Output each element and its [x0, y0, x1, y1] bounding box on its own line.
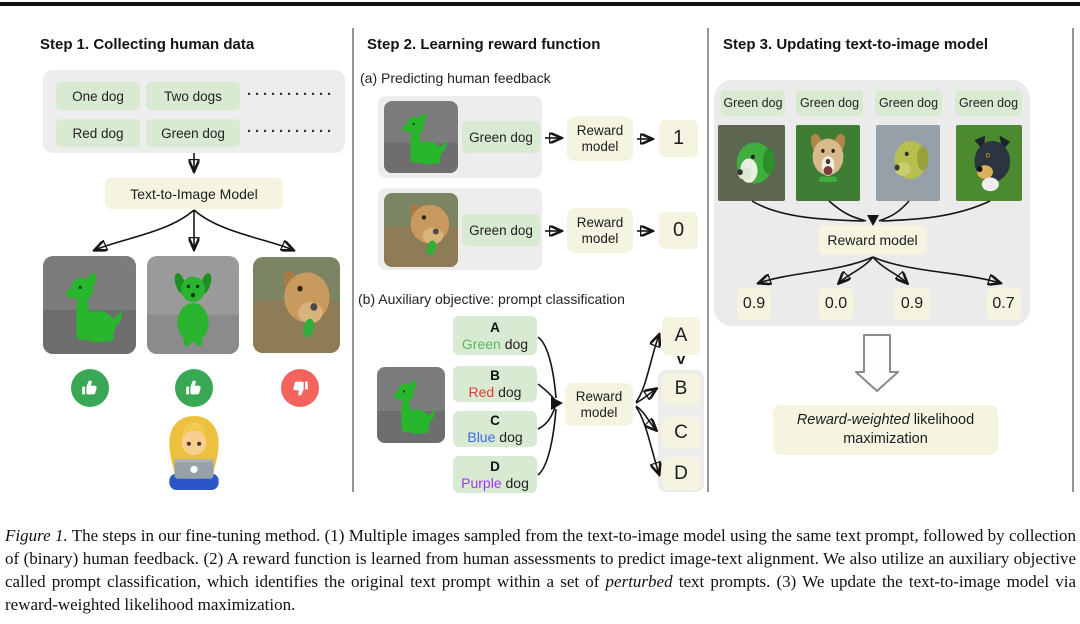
reward-value-box: 0.0: [818, 288, 854, 320]
arrow-to-output-c: [636, 406, 656, 430]
option-text: [467, 429, 522, 445]
thumbs-up-icon: [71, 369, 109, 407]
thumbs-down-icon: [281, 369, 319, 407]
thumb-glyph: [79, 377, 101, 399]
reward-value-box: 0.9: [737, 288, 771, 320]
final-objective-text: [783, 411, 988, 449]
option-colored-word: Blue: [467, 429, 496, 445]
dog-illustration: [796, 125, 860, 201]
option-rest: dog: [494, 384, 522, 400]
classification-output-d: D: [662, 457, 700, 490]
human-annotator-emoji: [161, 414, 227, 490]
option-letter: A: [490, 319, 500, 335]
arrow-option-d-converge: [538, 409, 556, 475]
reward-model-box: [565, 383, 633, 426]
converge-arrowhead: [551, 397, 563, 410]
batch-image-tan-white-dog: [796, 125, 860, 201]
top-rule: [0, 2, 1080, 6]
reward-model-line2: model: [580, 404, 618, 420]
option-box-a: [453, 316, 537, 355]
step2a-heading: (a) Predicting human feedback: [360, 70, 551, 86]
reward-model-line1: Reward: [576, 122, 624, 138]
panel-divider-1: [352, 28, 354, 492]
reward-value-box: 0.7: [986, 288, 1021, 320]
final-objective-rest: likelihood maximization: [843, 412, 975, 447]
caption-figure-label: Figure 1.: [5, 526, 68, 545]
ellipsis-dots: ···········: [247, 86, 335, 103]
dog-illustration: [384, 101, 458, 173]
arrow-option-b-converge: [538, 384, 555, 400]
reward-model-box: Reward model: [818, 225, 927, 255]
option-colored-word: Green: [461, 335, 501, 352]
figure-caption: [5, 524, 1076, 616]
prompt-pill: Green dog: [721, 90, 785, 116]
arrow-model-to-image3: [194, 210, 293, 250]
reward-value-box: 0.9: [894, 288, 930, 320]
generated-dog-image-green-standing: [147, 256, 239, 354]
arrow-to-output-a: [636, 335, 659, 402]
reward-model-box: [567, 116, 633, 161]
classification-output-c: C: [662, 417, 700, 449]
prompt-pill-one-dog: One dog: [56, 82, 140, 110]
hollow-arrow-glyph: [849, 334, 905, 394]
preference-symbol: v: [676, 351, 686, 368]
final-objective-box: [773, 405, 998, 455]
generated-dog-image-tan: [253, 257, 340, 353]
prompt-pill: Green dog: [462, 214, 540, 246]
prompt-pill-green-dog: Green dog: [146, 119, 240, 147]
dog-illustration: [147, 256, 239, 354]
step1-title: Step 1. Collecting human data: [40, 36, 255, 53]
thumbs-up-icon: [175, 369, 213, 407]
arrow-option-c-converge: [538, 407, 555, 429]
option-rest: dog: [495, 429, 523, 445]
reward-output-box: 0: [659, 212, 698, 249]
dog-illustration: [253, 257, 340, 353]
option-text: [469, 384, 522, 400]
option-text: [461, 475, 529, 491]
batch-image-yellow-green-dog: [876, 125, 940, 201]
reward-model-line1: Reward: [576, 214, 624, 230]
option-box-c: [453, 411, 537, 447]
prompt-pill: Green dog: [875, 90, 942, 116]
arrow-model-to-image1: [95, 210, 194, 250]
dog-illustration: [43, 256, 136, 354]
final-objective-italic: Reward-weighted: [796, 412, 910, 428]
sample-image-green-dog: [377, 367, 445, 443]
caption-italic-word: perturbed: [605, 572, 673, 591]
dog-illustration: [876, 125, 940, 201]
batch-image-green-beagle: [718, 125, 785, 201]
classification-output-a: A: [662, 317, 700, 355]
step3-title: Step 3. Updating text-to-image model: [723, 36, 989, 53]
prompt-pill-red-dog: Red dog: [56, 119, 140, 147]
prompt-pill: Green dog: [462, 121, 540, 153]
reward-model-line2: model: [581, 230, 619, 246]
reward-model-box: [567, 208, 633, 253]
prompt-pill: Green dog: [796, 90, 863, 116]
dog-illustration: [384, 193, 458, 267]
option-colored-word: Red: [468, 384, 495, 400]
ellipsis-dots: ···········: [247, 123, 335, 140]
step2b-heading: (b) Auxiliary objective: prompt classification: [358, 291, 625, 307]
arrow-to-output-b: [636, 389, 656, 403]
sample-image-green-dog: [384, 101, 458, 173]
reward-model-line1: Reward: [575, 388, 623, 404]
thumb-glyph: [183, 377, 205, 399]
reward-model-line2: model: [581, 138, 619, 154]
arrow-option-a-converge: [538, 337, 556, 398]
caption-tail: text prompts. (3) We update the text-to-image model via reward-weighted likelihood maximization.: [5, 572, 1076, 614]
dog-illustration: [377, 367, 445, 443]
panel-divider-2: [707, 28, 709, 492]
downward-block-arrow: [849, 334, 905, 394]
sample-image-tan-dog: [384, 193, 458, 267]
thumb-glyph: [289, 377, 311, 399]
prompt-pill: Green dog: [955, 90, 1022, 116]
step2-title: Step 2. Learning reward function: [367, 36, 601, 53]
option-rest: dog: [500, 335, 529, 352]
arrow-to-output-d: [636, 407, 659, 474]
generated-dog-image-green-sitting: [43, 256, 136, 354]
woman-at-laptop-illustration: [161, 414, 227, 490]
reward-output-box: 1: [659, 120, 698, 157]
option-box-d: [453, 456, 537, 493]
option-letter: B: [490, 368, 500, 383]
batch-image-dark-tricolor-dog: [956, 125, 1022, 201]
text-to-image-model-box: Text-to-Image Model: [105, 178, 283, 209]
option-letter: C: [490, 413, 500, 428]
option-letter: D: [490, 458, 500, 474]
panel-divider-3: [1072, 28, 1074, 492]
caption-body: The steps in our fine-tuning method. (1) Multiple images sampled from the text-to-image model using the same text prompt, followed by collection of (binary) human feedback. (2) A reward function is learned from human assessments to predict image-text alignment. We also utilize an auxiliary objective called prompt classification, which identifies the original text prompt within a set of: [5, 526, 1077, 591]
dog-illustration: [956, 125, 1022, 201]
option-text: [462, 336, 528, 352]
option-colored-word: Purple: [461, 474, 502, 491]
dog-illustration: [718, 125, 785, 201]
prompt-pill-two-dogs: Two dogs: [146, 82, 240, 110]
option-box-b: [453, 366, 537, 402]
classification-output-b: B: [662, 373, 700, 405]
option-rest: dog: [501, 474, 529, 491]
